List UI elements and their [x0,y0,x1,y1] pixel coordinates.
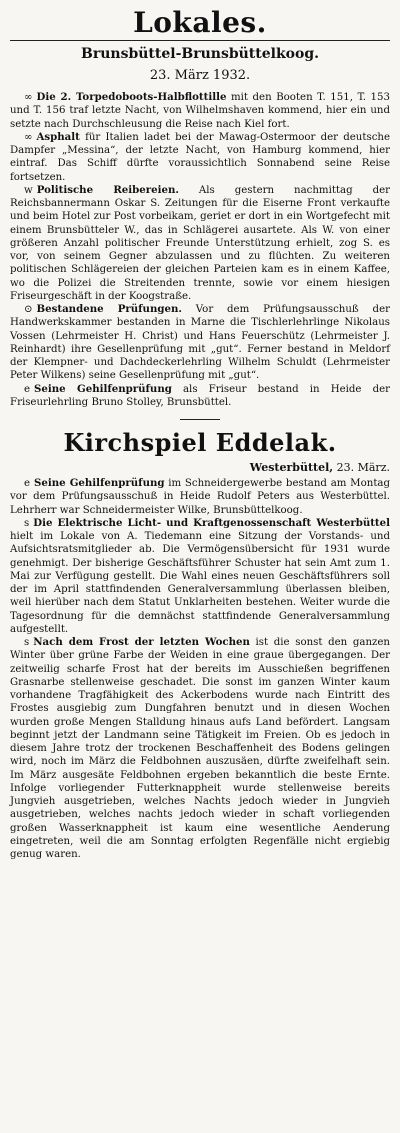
article [10,636,390,861]
article-body: als Friseur bestand in Heide der Friseurlehrling Bruno Stolley, Brunsbüttel. [10,383,390,408]
article [10,184,390,303]
article-lead: Asphalt [36,130,80,143]
article-body: Vor dem Prüfungsausschuß der Handwerkskammer bestanden in Marne die Tischlerlehrlinge Nikolaus Vossen (Lehrmeister H. Christ) und Hans Feuerschütz (Lehrmeister J. Reinhardt) ihre Gesellenprüfung mit „gut“. Ferner bestand in Meldorf der Klempner- und Dachdeckerlehrling Wilhelm Schuldt (Lehrmeister Peter Wilkens) seine Gesellenprüfung mit „gut“. [10,304,390,382]
section2-title: Kirchspiel Eddelak. [63,428,337,457]
dateline-2 [10,460,390,475]
article-marker: ∞ [24,131,33,143]
article-body: für Italien ladet bei der Mawag-Ostermoor der deutsche Dampfer „Messina“, der letzte Nacht, von Hamburg kommend, hier eintraf. Das Schiff dürfte voraussichtlich Sonnabend seine Reise fortsetzen. [10,131,390,183]
article-marker: w [24,184,33,196]
article-marker: s [24,517,30,529]
article-list [10,91,390,409]
article-list-2 [10,477,390,861]
article-lead: Seine Gehilfenprüfung [34,382,172,395]
article-lead: Seine Gehilfenprüfung [34,477,165,489]
dateline-date: 23. März. [336,461,390,474]
article [10,517,390,636]
article-lead: Politische Reibereien. [36,183,179,196]
article [10,91,390,131]
article-marker: ∞ [24,92,33,103]
article-lead: Bestandene Prüfungen. [36,303,182,315]
article-body: Als gestern nachmittag der Reichsbannermann Oskar S. Zeitungen für die Eiserne Front verkaufte und beim Hotel zur Post vorbeikam, geriet er dort in ein Wortgefecht mit einem Brunsbütteler W., das in Schlägerei ausartete. Als W. von einer größeren Anzahl politischer Freunde Unterstützung erhielt, zog S. es vor, von seinem Gegner abzulassen und zu flüchten. Zu weiteren politischen Schlägereien der gleichen Parteien kam es in einem Kaffee, wo die Polizei die Streitenden trennte, sowie vor einem hiesigen Friseurgeschäft in der Koogstraße. [10,184,390,302]
article-marker: e [24,383,31,395]
article-body: ist die sonst den ganzen Winter über grüne Farbe der Weiden in eine graue übergegangen. Der zeitweilig scharfe Frost hat der bereits im Ausschießen begriffenen Grasnarbe stellenweise geschadet. Die sonst im ganzen Winter kaum vorhandene Tragfähigkeit des Ackerbodens wurde nach Eintritt des Frostes ausgiebig zum Dungfahren benutzt und in diesen Wochen wurden große Mengen Stalldung hinaus aufs Land befördert. Langsam beginnt jetzt der Landmann seine Tätigkeit im Freien. Ob es jedoch in diesem Jahre trotz der trockenen Beschaffenheit des Bodens gelingen wird, noch im März die Feldbohnen auszusäen, dürfte zweifelhaft sein. Im März ausgesäte Feldbohnen ergeben bekanntlich die beste Ernte. Infolge vorliegender Futterknappheit wurde stellenweise bereits Jungvieh ausgetrieben, welches Nachts jedoch wieder in Jungvieh ausgetrieben, welches nachts jedoch wieder in schaft vorliegenden großen Wasserknappheit ist kaum eine wesentliche Aenderung eingetreten, weil die am Sonntag erfolgten Regenfälle nicht ergiebig genug waren. [10,637,390,860]
article-marker: e [24,478,31,489]
dateline: 23. März 1932. [149,68,251,83]
article [10,131,390,184]
article [10,477,390,517]
article-lead: Die 2. Torpedoboots-Halbflottille [36,91,227,103]
article-marker: ⊙ [24,304,33,315]
article-lead: Nach dem Frost der letzten Wochen [33,636,250,648]
section-title: Lokales. [133,6,267,39]
title-rule [10,40,390,41]
article [10,303,390,383]
article-marker: s [24,637,30,648]
article-body: mit den Booten T. 151, T. 153 und T. 156 traf letzte Nacht, von Wilhelmshaven kommend, hier ein und setzte nach Durchschleusung die Reise nach Kiel fort. [10,92,390,130]
article-lead: Die Elektrische Licht- und Kraftgenossenschaft Westerbüttel [33,516,390,529]
article-body: hielt im Lokale von A. Tiedemann eine Sitzung der Vorstands- und Aufsichtsratsmitglieder ab. Die Vermögensübersicht für 1931 wurde genehmigt. Der bisherige Geschäftsführer Schuster hat sein Amt zum 1. Mai zur Verfügung gestellt. Die Wahl eines neuen Geschäftsführers soll der im April stattfindenden Generalversammlung überlassen bleiben, weil hierüber nach dem Statut Unklarheiten bestehen. Weiter wurde die Tagesordnung für die demnächst stattfindende Generalversammlung aufgestellt. [10,531,390,635]
section-divider [180,419,220,420]
locality-heading: Brunsbüttel-Brunsbüttelkoog. [81,46,319,62]
article-body: im Schneidergewerbe bestand am Montag vor dem Prüfungsausschuß in Heide Rudolf Peters aus Westerbüttel. Lehrherr war Schneidermeister Wilke, Brunsbüttelkoog. [10,478,391,516]
dateline-place: Westerbüttel, [249,461,334,474]
article [10,383,390,410]
